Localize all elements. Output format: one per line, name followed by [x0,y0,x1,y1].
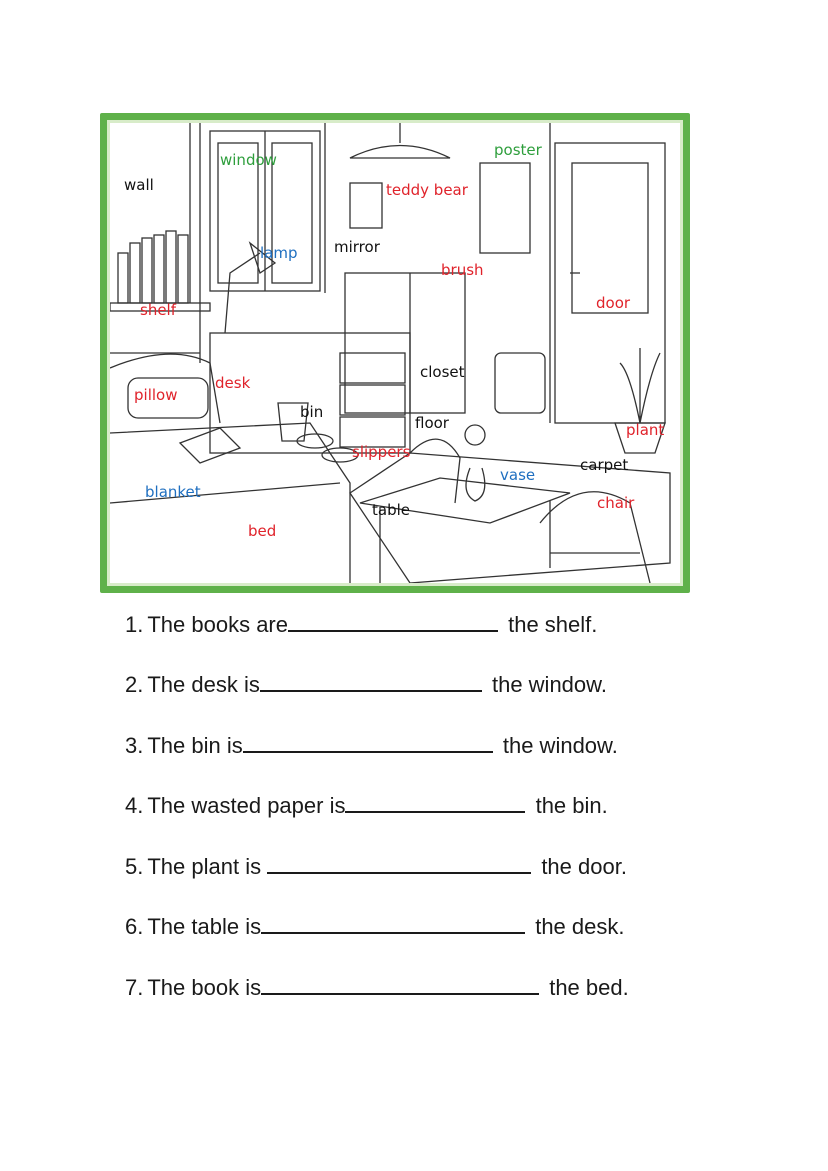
sentence-text-before: The plant is [147,854,268,879]
sentence-text-before: The bin is [147,733,243,758]
sentence-text-after: the shelf. [502,612,598,637]
label-wall: wall [124,176,154,194]
answer-blank[interactable] [243,731,493,753]
answer-blank[interactable] [261,912,525,934]
label-plant: plant [626,421,665,439]
sentence-text-after: the bed. [543,975,629,1000]
label-window: window [220,151,277,169]
sentence-number: 4. [125,793,144,818]
label-bed: bed [248,522,277,540]
label-teddy-bear: teddy bear [386,181,468,199]
picture-frame [100,113,690,593]
label-shelf: shelf [140,301,176,319]
sentence-text-before: The book is [147,975,262,1000]
sentence-2 [125,670,607,698]
sentence-text-before: The table is [147,914,262,939]
label-door: door [596,294,631,312]
sentence-6 [125,912,624,940]
sentence-text-after: the window. [496,733,618,758]
sentence-7 [125,973,629,1001]
sentence-text-before: The desk is [147,672,260,697]
sentence-number: 1. [125,612,144,637]
sentence-text-after: the bin. [529,793,608,818]
label-carpet: carpet [580,456,629,474]
sentence-text-after: the window. [485,672,607,697]
sentence-4 [125,791,608,819]
label-floor: floor [415,414,449,432]
label-mirror: mirror [334,238,380,256]
sentence-1 [125,610,597,638]
sentence-5 [125,852,627,880]
sentence-3 [125,731,618,759]
sentence-number: 2. [125,672,144,697]
sentence-text-after: the desk. [529,914,625,939]
sentence-text-after: the door. [535,854,627,879]
sentence-number: 6. [125,914,144,939]
answer-blank[interactable] [288,610,498,632]
label-table: table [372,501,410,519]
sentence-text-before: The books are [147,612,288,637]
sentence-number: 7. [125,975,144,1000]
answer-blank[interactable] [267,852,531,874]
sentence-text-before: The wasted paper is [147,793,346,818]
sentence-number: 3. [125,733,144,758]
answer-blank[interactable] [345,791,525,813]
sentence-number: 5. [125,854,144,879]
label-slippers: slippers [352,443,411,461]
label-closet: closet [420,363,465,381]
label-chair: chair [597,494,635,512]
bedroom-picture [107,120,683,586]
label-vase: vase [500,466,536,484]
label-desk: desk [215,374,251,392]
label-lamp: lamp [260,244,298,262]
label-pillow: pillow [134,386,178,404]
label-blanket: blanket [145,483,201,501]
answer-blank[interactable] [260,670,482,692]
label-poster: poster [494,141,542,159]
answer-blank[interactable] [261,973,539,995]
label-bin: bin [300,403,324,421]
label-brush: brush [441,261,484,279]
